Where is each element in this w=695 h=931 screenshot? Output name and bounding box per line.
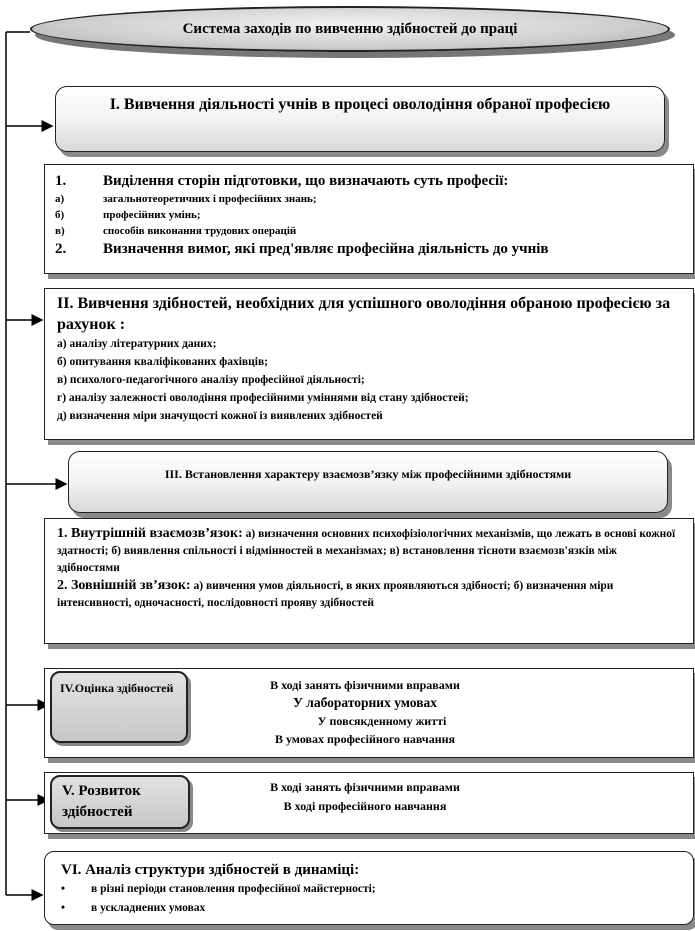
item-number: в) bbox=[55, 225, 65, 237]
list-item: В умовах професійного навчання bbox=[274, 732, 456, 746]
list-item bbox=[55, 239, 683, 259]
development-list bbox=[200, 778, 530, 816]
diagram-title-text: Система заходів по вивченню здібностей до праці bbox=[182, 20, 518, 37]
item-number: а) bbox=[55, 193, 65, 205]
item-number: б) bbox=[55, 209, 65, 221]
list-item bbox=[55, 223, 683, 239]
list-item: в) психолого-педагогічного аналізу професійної діяльності; bbox=[57, 374, 365, 386]
item-text: способів виконання трудових операцій bbox=[103, 225, 297, 237]
assessment-label: IV.Оцінка здібностей bbox=[50, 671, 188, 743]
list-item bbox=[55, 171, 683, 191]
block-study-activity-text: І. Вивчення діяльності учнів в процесі оволодіння обраної професією bbox=[109, 96, 611, 113]
block-heading: VI. Аналіз структури здібностей в динаміці: bbox=[61, 862, 360, 878]
list-item: У лабораторних умовах bbox=[292, 695, 438, 710]
item-number: 1. bbox=[55, 173, 67, 189]
list-item: В ході занять фізичними вправами bbox=[270, 780, 460, 794]
list-item bbox=[61, 880, 677, 899]
block-study-abilities bbox=[44, 288, 694, 440]
list-item: В ході занять фізичними вправами bbox=[270, 678, 460, 692]
development-label: V. Розвиток здібностей bbox=[50, 775, 190, 829]
block-study-activity bbox=[55, 86, 665, 152]
paragraph-external bbox=[57, 577, 681, 612]
list-item: д) визначення міри значущості кожної із виявлених здібностей bbox=[57, 410, 383, 422]
list-item: У повсякденному житті bbox=[317, 714, 447, 728]
item-text: Виділення сторін підготовки, що визначають суть професії: bbox=[103, 173, 509, 189]
paragraph-internal bbox=[57, 525, 681, 577]
list-item: В ході професійного навчання bbox=[283, 799, 447, 813]
diagram-title bbox=[30, 6, 670, 52]
item-text: загальнотеоретичних і професійних знань; bbox=[103, 193, 317, 205]
paragraph-lead: 2. Зовнішній зв’язок: bbox=[57, 578, 191, 593]
list-item bbox=[55, 207, 683, 223]
list-item bbox=[61, 899, 677, 918]
block-heading: ІІ. Вивчення здібностей, необхідних для успішного оволодіння обраною професією за рахунок : bbox=[57, 295, 671, 333]
block-structure-analysis bbox=[44, 851, 694, 925]
block-relationship bbox=[68, 451, 668, 513]
block-preparation-aspects bbox=[44, 164, 694, 274]
item-text: професійних умінь; bbox=[103, 209, 201, 221]
list-item-text: в ускладнених умовах bbox=[91, 902, 206, 914]
list-item: г) аналізу залежності оволодіння професійними уміннями від стану здібностей; bbox=[57, 392, 469, 404]
paragraph-text: а) вивчення умов діяльності, в яких проявляються здібності; б) визначення міри інтенсивності, одночасності, послідовності прояву здібностей bbox=[57, 580, 614, 609]
block-relationship-text: ІІІ. Встановлення характеру взаємозв’язку між професійними здібностями bbox=[164, 466, 572, 481]
list-item: б) опитування кваліфікованих фахівців; bbox=[57, 356, 268, 368]
paragraph-text: а) визначення основних психофізіологічних механізмів, що лежать в основі кожної здатності; б) виявлення спільності і відмінностей в механізмах; в) встановлення тісноти взаємозв'язків між здібностями bbox=[57, 528, 676, 574]
item-number: 2. bbox=[55, 241, 67, 257]
assessment-list bbox=[200, 676, 530, 748]
paragraph-lead: 1. Внутрішній взаємозв’язок: bbox=[57, 526, 243, 541]
item-text: Визначення вимог, які пред'являє професійна діяльність до учнів bbox=[103, 241, 549, 257]
list-item-text: в різні періоди становлення професійної майстерності; bbox=[91, 883, 376, 895]
list-item bbox=[55, 191, 683, 207]
block-relationship-details bbox=[44, 518, 694, 644]
list-item: а) аналізу літературних даних; bbox=[57, 338, 217, 350]
